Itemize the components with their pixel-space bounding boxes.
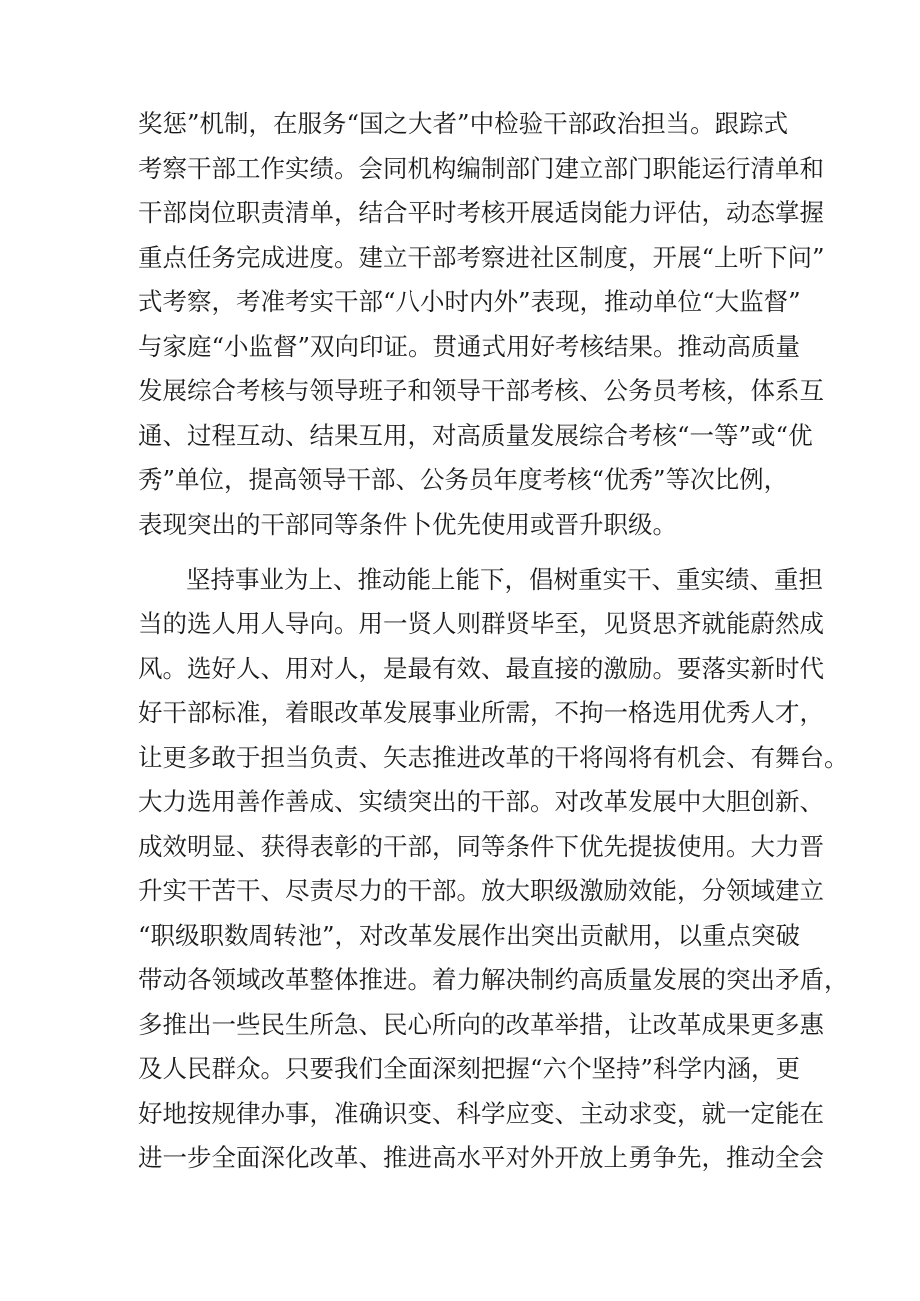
paragraph-1-line-7: 发展综合考核与领导班子和领导干部考核、公务员考核，体系互	[138, 376, 824, 405]
paragraph-2-line-10: 带动各领域改革整体推进。着力解决制约高质量发展的突出矛盾，	[138, 965, 849, 994]
paragraph-2-line-14: 进一步全面深化改革、推进高水平对外开放上勇争先，推动全会	[138, 1143, 824, 1172]
paragraph-2-line-7: 成效明显、获得表彰的干部，同等条件下优先提拔使用。大力晋	[138, 832, 824, 861]
paragraph-2-line-6: 大力选用善作善成、实绩突出的干部。对改革发展中大胆创新、	[138, 787, 824, 816]
paragraph-2-line-12: 及人民群众。只要我们全面深刻把握“六个坚持”科学内涵，更	[138, 1054, 801, 1083]
paragraph-1-line-9: 秀”单位，提高领导干部、公务员年度考核“优秀”等次比例，	[138, 465, 789, 494]
paragraph-2-line-1: 坚持事业为上、推动能上能下，倡树重实干、重实绩、重担	[186, 565, 823, 594]
paragraph-2-line-3: 风。选好人、用对人，是最有效、最直接的激励。要落实新时代	[138, 654, 824, 683]
paragraph-1-line-2: 考察干部工作实绩。会同机构编制部门建立部门职能运行清单和	[138, 154, 824, 183]
paragraph-2-line-2: 当的选人用人导向。用一贤人则群贤毕至，见贤思齐就能蔚然成	[138, 609, 824, 638]
paragraph-2-line-4: 好干部标准，着眼改革发展事业所需，不拘一格选用优秀人才，	[138, 698, 824, 727]
paragraph-2-line-13: 好地按规律办事，准确识变、科学应变、主动求变，就一定能在	[138, 1099, 824, 1128]
paragraph-1-line-5: 式考察，考准考实干部“八小时内外”表现，推动单位“大监督”	[138, 287, 801, 316]
paragraph-2-line-5: 让更多敢于担当负责、矢志推进改革的干将闯将有机会、有舞台。	[138, 743, 849, 772]
paragraph-1-line-6: 与家庭“小监督”双向印证。贯通式用好考核结果。推动高质量	[138, 332, 801, 361]
paragraph-1-line-3: 干部岗位职责清单，结合平时考核开展适岗能力评估，动态掌握	[138, 198, 824, 227]
paragraph-2-line-11: 多推出一些民生所急、民心所向的改革举措，让改革成果更多惠	[138, 1010, 824, 1039]
paragraph-2-line-8: 升实干苦干、尽责尽力的干部。放大职级激励效能，分领域建立	[138, 876, 824, 905]
paragraph-1-line-4: 重点任务完成进度。建立干部考察进社区制度，开展“上听下问”	[138, 243, 825, 272]
paragraph-2-line-9: “职级职数周转池”，对改革发展作出突出贡献用，以重点突破	[138, 921, 801, 950]
paragraph-1-line-1: 奖惩”机制，在服务“国之大者”中检验干部政治担当。跟踪式	[138, 109, 789, 138]
paragraph-1-line-8: 通、过程互动、结果互用，对高质量发展综合考核“一等”或“优	[138, 421, 813, 450]
paragraph-1-line-10: 表现突出的干部同等条件卜优先使用或晋升职级。	[138, 510, 677, 539]
